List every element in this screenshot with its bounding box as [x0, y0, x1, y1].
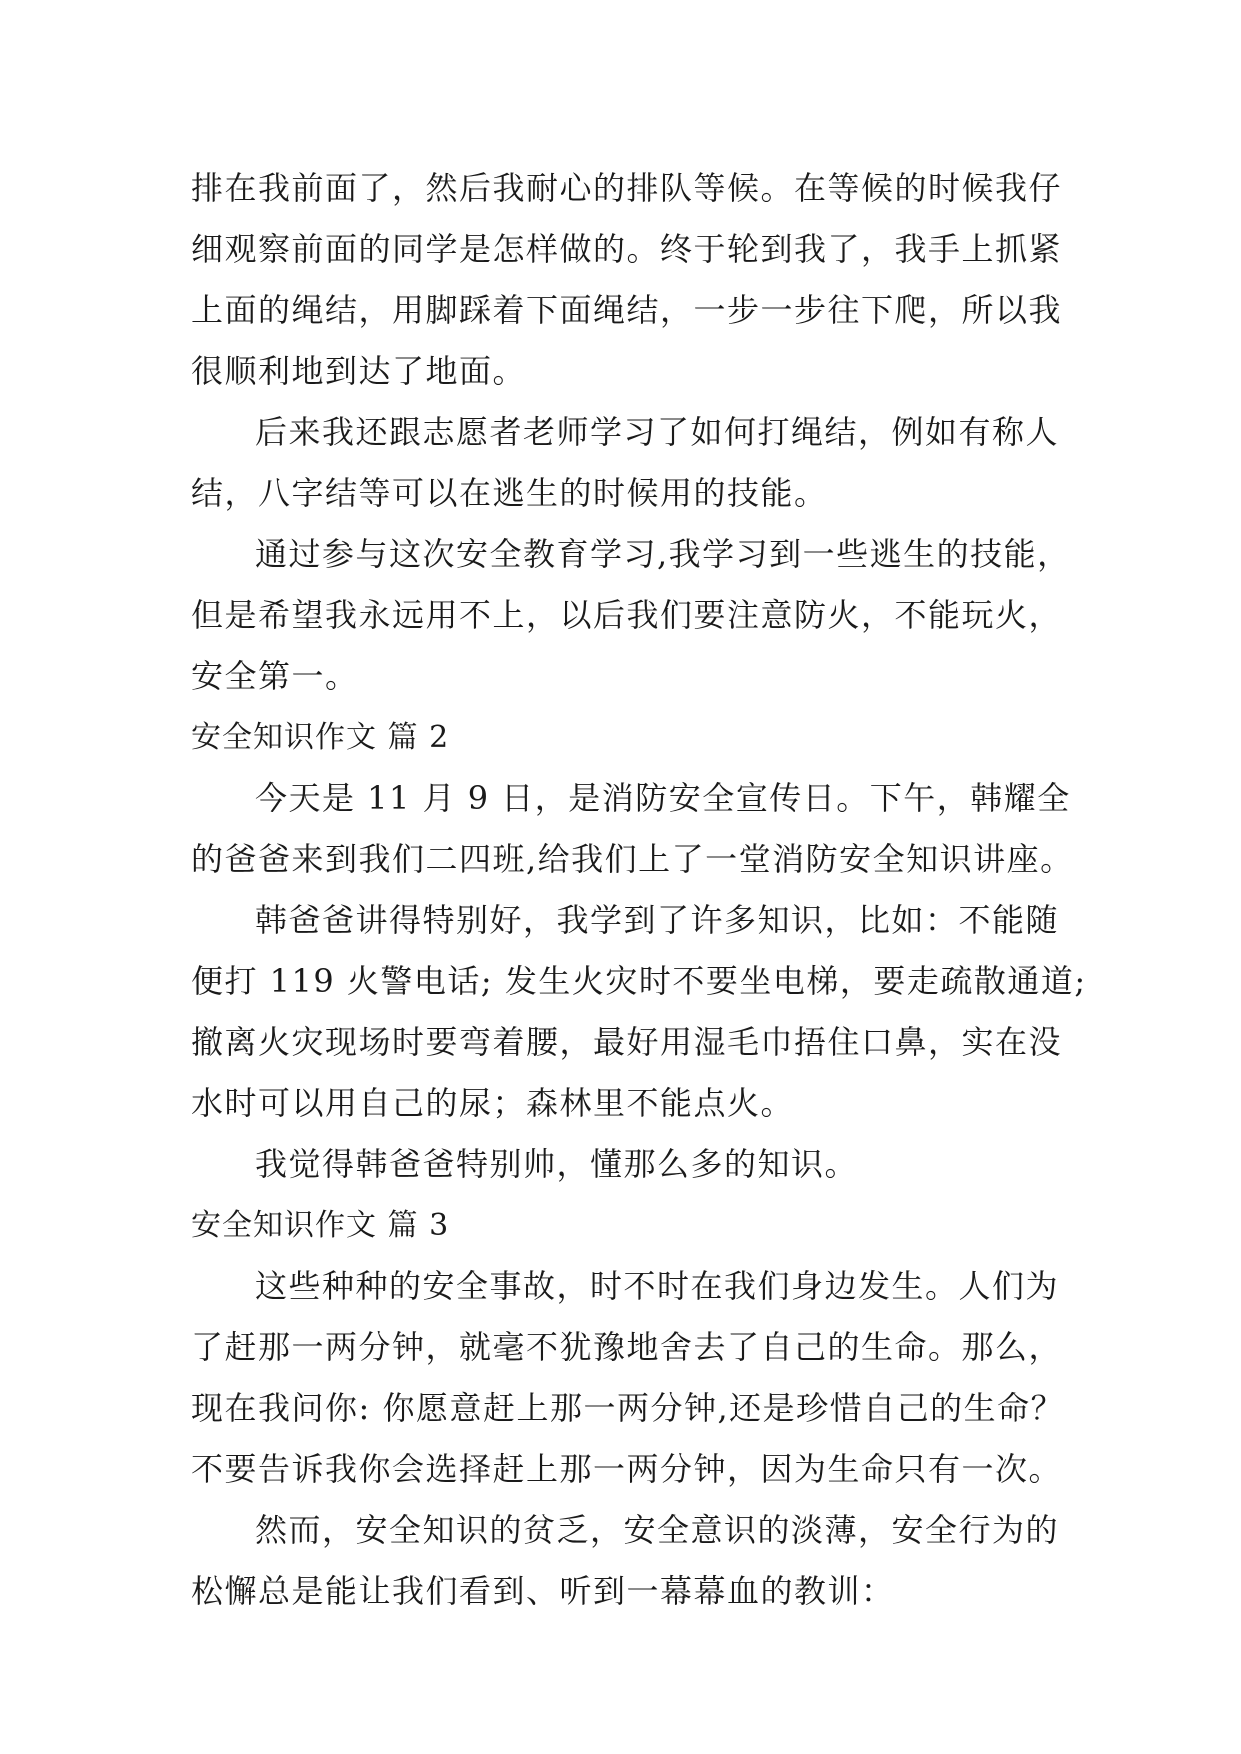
text-line: 上面的绳结，用脚踩着下面绳结，一步一步往下爬，所以我 — [191, 291, 1063, 329]
document-body — [191, 158, 1087, 1622]
text-line: 便打 119 火警电话; 发生火灾时不要坐电梯，要走疏散通道; — [191, 962, 1087, 1000]
text-line: 今天是 11 月 9 日，是消防安全宣传日。下午，韩耀全 — [255, 779, 1071, 817]
text-line: 安全第一。 — [191, 657, 359, 695]
text-line: 这些种种的安全事故，时不时在我们身边发生。人们为 — [255, 1267, 1060, 1305]
text-line: 后来我还跟志愿者老师学习了如何打绳结，例如有称人 — [255, 413, 1060, 451]
text-line: 撤离火灾现场时要弯着腰，最好用湿毛巾捂住口鼻，实在没 — [191, 1023, 1063, 1061]
text-line: 然而，安全知识的贫乏，安全意识的淡薄，安全行为的 — [255, 1511, 1060, 1549]
text-line: 不要告诉我你会选择赶上那一两分钟，因为生命只有一次。 — [191, 1450, 1063, 1488]
text-line: 松懈总是能让我们看到、听到一幕幕血的教训： — [191, 1572, 895, 1610]
text-line: 细观察前面的同学是怎样做的。终于轮到我了，我手上抓紧 — [191, 230, 1063, 268]
text-line: 我觉得韩爸爸特别帅，懂那么多的知识。 — [255, 1145, 859, 1183]
text-line: 很顺利地到达了地面。 — [191, 352, 527, 390]
text-line: 了赶那一两分钟，就毫不犹豫地舍去了自己的生命。那么， — [191, 1328, 1063, 1366]
text-line: 水时可以用自己的尿；森林里不能点火。 — [191, 1084, 795, 1122]
text-line: 排在我前面了，然后我耐心的排队等候。在等候的时候我仔 — [191, 169, 1063, 207]
text-line: 通过参与这次安全教育学习,我学习到一些逃生的技能， — [255, 535, 1071, 573]
text-line: 结，八字结等可以在逃生的时候用的技能。 — [191, 474, 828, 512]
text-line: 现在我问你: 你愿意赶上那一两分钟,还是珍惜自己的生命？ — [191, 1389, 1065, 1427]
section-heading: 安全知识作文 篇 2 — [191, 720, 450, 755]
text-line: 的爸爸来到我们二四班,给我们上了一堂消防安全知识讲座。 — [191, 840, 1074, 878]
text-line: 韩爸爸讲得特别好，我学到了许多知识，比如：不能随 — [255, 901, 1060, 939]
section-heading: 安全知识作文 篇 3 — [191, 1208, 450, 1243]
text-line: 但是希望我永远用不上，以后我们要注意防火，不能玩火， — [191, 596, 1063, 634]
